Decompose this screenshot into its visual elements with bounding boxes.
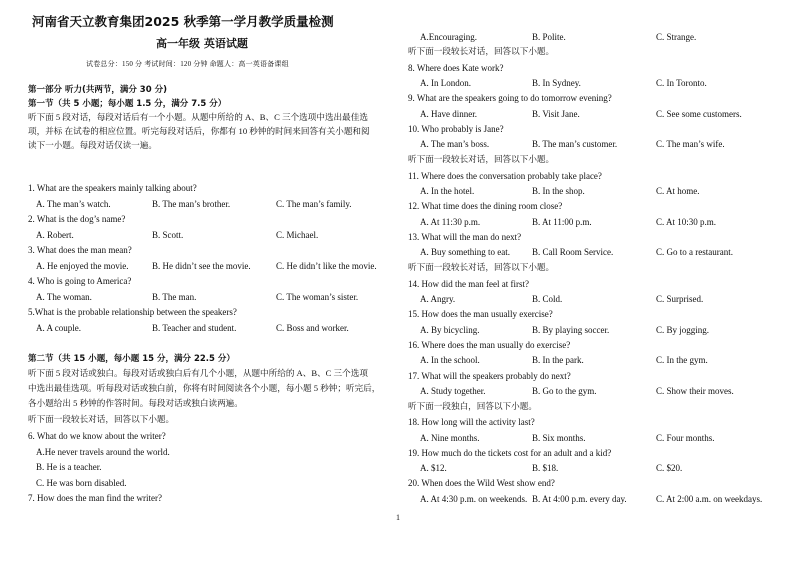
option-a: A. In London. bbox=[420, 78, 471, 88]
option-a: A. By bicycling. bbox=[420, 325, 480, 335]
option-b: B. Six months. bbox=[532, 433, 586, 443]
option-c: C. The man’s wife. bbox=[656, 139, 725, 149]
question-20: 20. When does the Wild West show end? bbox=[408, 478, 555, 488]
option-a: A. Study together. bbox=[420, 386, 486, 396]
question-19: 19. How much do the tickets cost for an adult and a kid? bbox=[408, 448, 612, 458]
option-c: C. In Toronto. bbox=[656, 78, 707, 88]
question-10: 10. Who probably is Jane? bbox=[408, 124, 504, 134]
option-b: B. Go to the gym. bbox=[532, 386, 597, 396]
option-b: B. Scott. bbox=[152, 230, 184, 240]
option-b: B. The man’s brother. bbox=[152, 199, 231, 209]
option-a: A. The man’s boss. bbox=[420, 139, 490, 149]
listening-intro: 听下面一段较长对话，回答以下小题。 bbox=[408, 262, 555, 272]
section1-instructions-line: 项，并标 在试卷的相应位置。听完每段对话后，你都有 10 秒钟的时间来回答有关小题和阅 bbox=[28, 126, 370, 136]
option-a: A. At 4:30 p.m. on weekends. bbox=[420, 494, 528, 504]
exam-info: 试卷总分：150 分 考试时间：120 分钟 命题人：高一英语备课组 bbox=[86, 60, 289, 68]
question-6: 6. What do we know about the writer? bbox=[28, 431, 166, 441]
option-b: B. At 4:00 p.m. every day. bbox=[532, 494, 627, 504]
option-a: A.Encouraging. bbox=[420, 32, 477, 42]
exam-title: 河南省天立教育集团2025 秋季第一学月教学质量检测 bbox=[32, 14, 334, 29]
option-b: B. In Sydney. bbox=[532, 78, 581, 88]
option-b: B. At 11:00 p.m. bbox=[532, 217, 592, 227]
option-b: B. $18. bbox=[532, 463, 559, 473]
question-12: 12. What time does the dining room close? bbox=[408, 201, 563, 211]
question-3: 3. What does the man mean? bbox=[28, 245, 132, 255]
option-a: A. The man’s watch. bbox=[36, 199, 111, 209]
option-c: C. At 2:00 a.m. on weekdays. bbox=[656, 494, 763, 504]
option-c: C. Go to a restaurant. bbox=[656, 247, 733, 257]
option-c: C. He was born disabled. bbox=[36, 478, 127, 488]
question-5: 5.What is the probable relationship between the speakers? bbox=[28, 307, 237, 317]
question-9: 9. What are the speakers going to do tomorrow evening? bbox=[408, 93, 612, 103]
question-2: 2. What is the dog’s name? bbox=[28, 214, 126, 224]
listening-intro: 听下面一段独白，回答以下小题。 bbox=[408, 401, 537, 411]
option-b: B. He didn’t see the movie. bbox=[152, 261, 251, 271]
option-b: B. Teacher and student. bbox=[152, 323, 237, 333]
option-b: B. Polite. bbox=[532, 32, 566, 42]
option-a: A. The woman. bbox=[36, 292, 92, 302]
option-a: A. $12. bbox=[420, 463, 447, 473]
option-a: A. Angry. bbox=[420, 294, 456, 304]
option-c: C. See some customers. bbox=[656, 109, 742, 119]
option-b: B. Call Room Service. bbox=[532, 247, 614, 257]
question-18: 18. How long will the activity last? bbox=[408, 417, 535, 427]
option-c: C. Show their moves. bbox=[656, 386, 734, 396]
option-a: A. In the hotel. bbox=[420, 186, 475, 196]
question-11: 11. Where does the conversation probably take place? bbox=[408, 171, 602, 181]
listening-intro: 听下面一段较长对话，回答以下小题。 bbox=[408, 154, 555, 164]
option-c: C. In the gym. bbox=[656, 355, 708, 365]
option-b: B. In the park. bbox=[532, 355, 584, 365]
listening-intro: 听下面一段较长对话，回答以下小题。 bbox=[28, 414, 175, 424]
option-a: A. Robert. bbox=[36, 230, 74, 240]
option-a: A. Nine months. bbox=[420, 433, 480, 443]
page-number: 1 bbox=[396, 513, 400, 522]
section2-instructions-line: 听下面 5 段对话或独白。每段对话或独白后有几个小题，从题中所给的 A、B、C 三个选项 bbox=[28, 368, 368, 378]
exam-subtitle: 高一年级 英语试题 bbox=[156, 37, 248, 50]
option-a: A. A couple. bbox=[36, 323, 81, 333]
part1-heading: 第一部分 听力(共两节，满分 30 分) bbox=[28, 85, 167, 95]
option-c: C. Surprised. bbox=[656, 294, 704, 304]
section2-instructions-line: 各小题给出 5 秒钟的作答时间。每段对话或独白读两遍。 bbox=[28, 398, 243, 408]
option-b: B. The man’s customer. bbox=[532, 139, 618, 149]
option-c: C. Strange. bbox=[656, 32, 697, 42]
section1-instructions-line: 听下面 5 段对话，每段对话后有一个小题。从题中所给的 A、B、C 三个选项中选出最佳选 bbox=[28, 112, 368, 122]
option-c: C. By jogging. bbox=[656, 325, 710, 335]
option-a: A.He never travels around the world. bbox=[36, 447, 170, 457]
option-c: C. At 10:30 p.m. bbox=[656, 217, 717, 227]
option-c: C. The man’s family. bbox=[276, 199, 352, 209]
question-7: 7. How does the man find the writer? bbox=[28, 493, 162, 503]
option-b: B. In the shop. bbox=[532, 186, 585, 196]
option-c: C. At home. bbox=[656, 186, 700, 196]
option-a: A. In the school. bbox=[420, 355, 480, 365]
question-16: 16. Where does the man usually do exercise? bbox=[408, 340, 571, 350]
question-15: 15. How does the man usually exercise? bbox=[408, 309, 553, 319]
option-c: C. $20. bbox=[656, 463, 683, 473]
section1-instructions-line: 读下一小题。每段对话仅读一遍。 bbox=[28, 140, 157, 150]
section2-heading: 第二节（共 15 小题，每小题 15 分，满分 22.5 分） bbox=[28, 354, 235, 364]
option-b: B. Visit Jane. bbox=[532, 109, 580, 119]
option-c: C. Boss and worker. bbox=[276, 323, 349, 333]
question-1: 1. What are the speakers mainly talking about? bbox=[28, 183, 197, 193]
option-c: C. The woman’s sister. bbox=[276, 292, 359, 302]
option-c: C. He didn’t like the movie. bbox=[276, 261, 377, 271]
option-a: A. Have dinner. bbox=[420, 109, 477, 119]
option-b: B. The man. bbox=[152, 292, 197, 302]
section2-instructions-line: 中选出最佳选项。听每段对话或独白前，你将有时间阅读各个小题，每小题 5 秒钟；听完后， bbox=[28, 383, 381, 393]
option-b: B. Cold. bbox=[532, 294, 563, 304]
option-a: A. Buy something to eat. bbox=[420, 247, 510, 257]
option-b: B. By playing soccer. bbox=[532, 325, 610, 335]
option-b: B. He is a teacher. bbox=[36, 462, 102, 472]
option-a: A. At 11:30 p.m. bbox=[420, 217, 481, 227]
option-c: C. Four months. bbox=[656, 433, 715, 443]
listening-intro: 听下面一段较长对话，回答以下小题。 bbox=[408, 46, 555, 56]
question-13: 13. What will the man do next? bbox=[408, 232, 522, 242]
question-4: 4. Who is going to America? bbox=[28, 276, 132, 286]
question-14: 14. How did the man feel at first? bbox=[408, 279, 529, 289]
question-17: 17. What will the speakers probably do next? bbox=[408, 371, 571, 381]
section1-heading: 第一节（共 5 小题；每小题 1.5 分，满分 7.5 分） bbox=[28, 99, 227, 109]
option-c: C. Michael. bbox=[276, 230, 319, 240]
question-8: 8. Where does Kate work? bbox=[408, 63, 504, 73]
option-a: A. He enjoyed the movie. bbox=[36, 261, 129, 271]
